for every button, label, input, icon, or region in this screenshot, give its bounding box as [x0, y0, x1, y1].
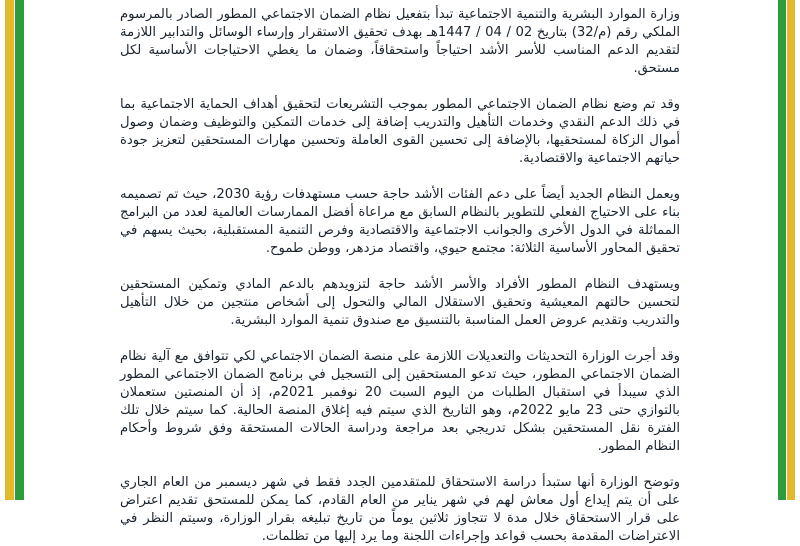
paragraph-5: وقد أجرت الوزارة التحديثات والتعديلات اللازمة على منصة الضمان الاجتماعي لكي تتوافق مع آلية نظام الضمان الاجتماعي المطور، حيث تدعو المستحقين إلى التسجيل في برنامج الضمان الاجتماعي المطور الذي سيبدأ في استقبال الطلبات من اليوم السبت 20 نوفمبر 2021م، إذ أن المنصتين ستعملان بالتوازي حتى 23 مايو 2022م، وهو التاريخ الذي سيتم فيه إغلاق المنصة الحالية. كما سيتم خلال تلك الفترة نقل المستحقين بشكل تدريجي بعد مراجعة ودراسة الحالات المستحقة وفق شروط وأحكام النظام المطور.: [120, 349, 680, 454]
paragraph-4: ويستهدف النظام المطور الأفراد والأسر الأشد حاجة لتزويدهم بالدعم المادي وتمكين المستحقين لتحسين حالتهم المعيشية وتحقيق الاستقلال المالي والتحول إلى أشخاص منتجين من خلال التأهيل والتدريب وتقديم عروض العمل المناسبة بالتنسيق مع صندوق تنمية الموارد البشرية.: [120, 277, 680, 328]
left-border-stripes: [0, 0, 28, 500]
right-border-stripes: [774, 0, 800, 500]
left-green-stripe: [15, 0, 24, 500]
right-green-stripe: [778, 0, 786, 500]
paragraph-1: وزارة الموارد البشرية والتنمية الاجتماعية تبدأ بتفعيل نظام الضمان الاجتماعي المطور الصادر بالمرسوم الملكي رقم (م/32) بتاريخ 02 / 04 / 1447هـ بهدف تحقيق الاستقرار وإرساء الوسائل والتدابير اللازمة لتقديم الدعم المناسب للأسر الأشد احتياجاً واستحقاقاً، وضمان ما يغطي الاحتياجات الأساسية لكل مستحق.: [120, 7, 681, 76]
paragraph-2: وقد تم وضع نظام الضمان الاجتماعي المطور بموجب التشريعات لتحقيق أهداف الحماية الاجتماعية بما في ذلك الدعم النقدي وخدمات التأهيل والتدريب إضافة إلى خدمات التمكين والتوظيف وضمان وصول أموال الزكاة لمستحقيها، بالإضافة إلى تحسين القوى العاملة وتحسين مهارات المستحقين لتعزيز جودة حياتهم الاجتماعية والاقتصادية.: [120, 97, 680, 166]
right-gold-stripe: [787, 0, 795, 500]
document-body: [120, 0, 681, 544]
paragraph-3: ويعمل النظام الجديد أيضاً على دعم الفئات الأشد حاجة حسب مستهدفات رؤية 2030، حيث تم تصميمه بناء على الاحتياج الفعلي للتطوير بالنظام السابق مع مراعاة أفضل الممارسات العالمية لعدد من البرامج المماثلة في الدول الأخرى والجوانب الاجتماعية والاقتصادية وفرص التنمية المستقبلية، بحيث يسهم في تحقيق المحاور الأساسية الثلاثة: مجتمع حيوي، واقتصاد مزدهر، ووطن طموح.: [120, 187, 681, 256]
paragraph-6: وتوضح الوزارة أنها ستبدأ دراسة الاستحقاق للمتقدمين الجدد فقط في شهر ديسمبر من العام الجاري على أن يتم إيداع أول معاش لهم في شهر يناير من العام القادم، كما يمكن للمستحق تقديم اعتراض على قرار الاستحقاق خلال مدة لا تتجاوز ثلاثين يوماً من تاريخ تبليغه بقرار الوزارة، وسيتم النظر في الاعتراضات المقدمة بحسب قواعد وإجراءات اللجنة وما يرد إليها من تظلمات.: [120, 475, 680, 544]
left-gold-stripe: [5, 0, 14, 500]
